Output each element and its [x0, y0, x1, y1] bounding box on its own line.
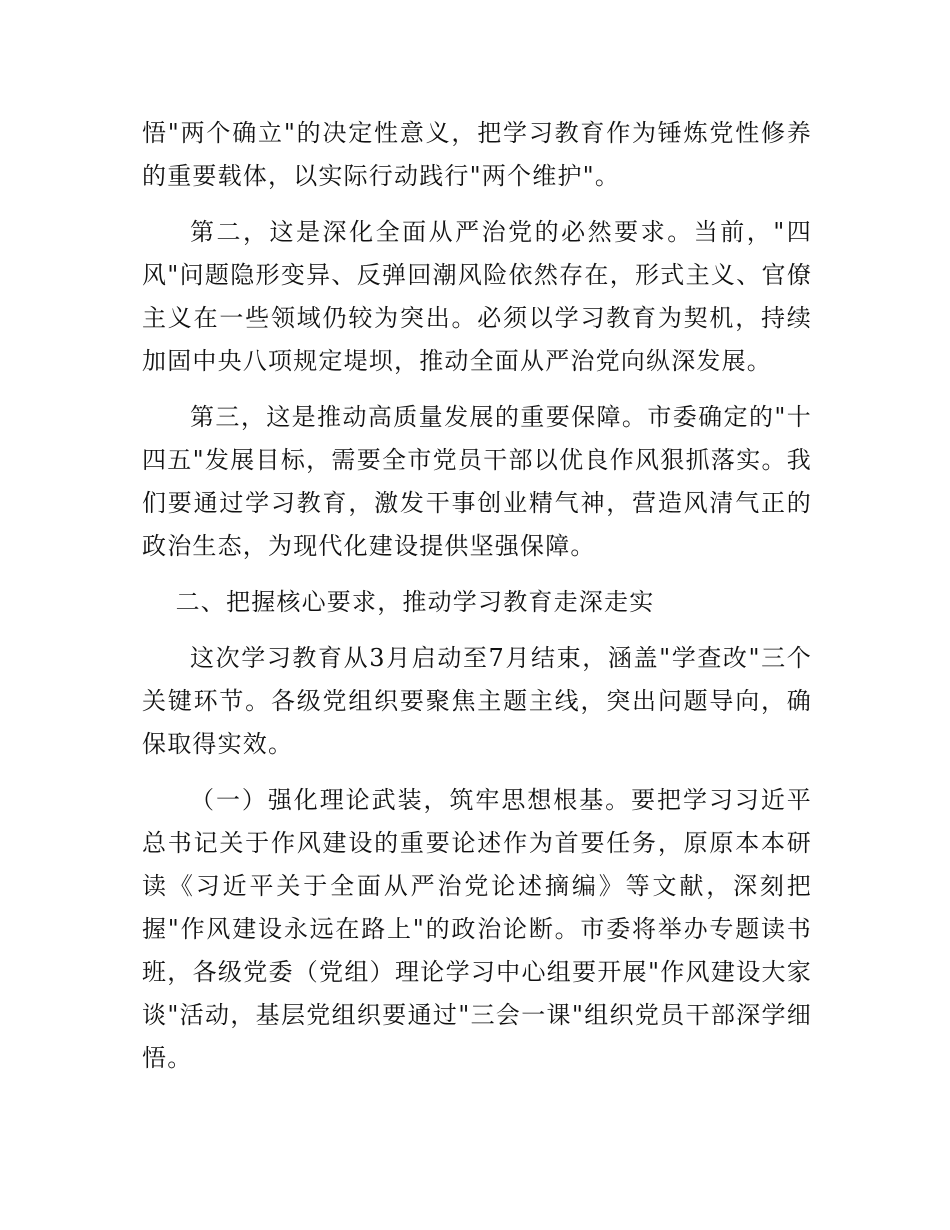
section-heading: 二、把握核心要求，推动学习教育走深走实 — [175, 588, 655, 616]
paragraph-subsection-one: （一）强化理论武装，筑牢思想根基。要把学习习近平总书记关于作风建设的重要论述作为首要任务，原原本本研读《习近平关于全面从严治党论述摘编》等文献，深刻把握"作风建设永远在路上"的政治论断。市委将举办专题读书班，各级党委（党组）理论学习中心组要开展"作风建设大家谈"活动，基层党组织要通过"三会一课"组织党员干部深学细悟。 — [142, 786, 812, 1072]
paragraph-continuation: 悟"两个确立"的决定性意义，把学习教育作为锤炼党性修养的重要载体，以实际行动践行"两个维护"。 — [142, 119, 812, 190]
paragraph-second-point: 第二，这是深化全面从严治党的必然要求。当前，"四风"问题隐形变异、反弹回潮风险依然存在，形式主义、官僚主义在一些领域仍较为突出。必须以学习教育为契机，持续加固中央八项规定堤坝，推动全面从严治党向纵深发展。 — [142, 218, 812, 375]
paragraph-overview: 这次学习教育从3月启动至7月结束，涵盖"学查改"三个关键环节。各级党组织要聚焦主题主线，突出问题导向，确保取得实效。 — [142, 644, 812, 758]
paragraph-third-point: 第三，这是推动高质量发展的重要保障。市委确定的"十四五"发展目标，需要全市党员干部以优良作风狠抓落实。我们要通过学习教育，激发干事创业精气神，营造风清气正的政治生态，为现代化建设提供坚强保障。 — [142, 403, 812, 560]
document-page — [142, 112, 812, 1093]
